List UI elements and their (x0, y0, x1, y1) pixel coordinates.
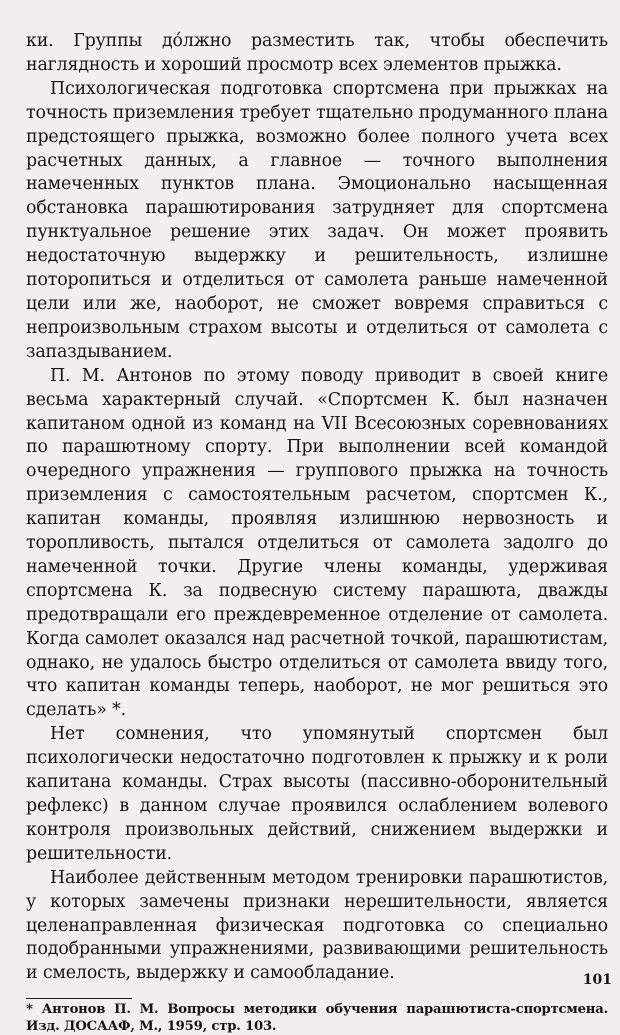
footnote: * Антонов П. М. Вопросы методики обучения парашютиста-спортсмена. Изд. ДОСААФ, М., 1959, стр. 103. (26, 1002, 608, 1034)
paragraph-continuation: ки. Группы дóлжно разместить так, чтобы обеспечить наглядность и хороший просмотр всех элементов прыжка. (26, 31, 608, 75)
paragraph-training-method: Наиболее действенным методом тренировки парашютистов, у которых замечены признаки нерешительности, является целенаправленная физическая подготовка со специально подобранными упражнениями, развивающими решительность и смелость, выдержку и самообладание. (26, 867, 608, 984)
paragraph-antonov-case: П. М. Антонов по этому поводу приводит в своей книге весьма характерный случай. «Спортсмен К. был назначен капитаном одной из команд на VII Всесоюзных соревнованиях по парашютному спорту. При выполнении всей командой очередного упражнения — группового прыжка на точность приземления с самостоятельным расчетом, спортсмен К., капитан команды, проявляя излишнюю нервозность и торопливость, пытался отделиться от самолета задолго до намеченной точки. Другие члены команды, удерживая спортсмена К. за подвесную систему парашюта, дважды предотвращали его преждевременное отделение от самолета. Когда самолет оказался над расчетной точкой, парашютистам, однако, не удалось быстро отделиться от самолета ввиду того, что капитан команды теперь, наоборот, не мог решиться это сделать» *. (26, 365, 608, 721)
footnote-divider (26, 998, 132, 999)
page-number: 101 (582, 972, 612, 988)
paragraph-psychological-preparation: Психологическая подготовка спортсмена при прыжках на точность приземления требует тщательно продуманного плана предстоящего прыжка, возможно более полного учета всех расчетных данных, а главное — точного выполнения намеченных пунктов плана. Эмоционально насыщенная обстановка парашютирования затрудняет для спортсмена пунктуальное решение этих задач. Он может проявить недостаточную выдержку и решительность, излишне поторопиться и отделиться от самолета раньше намеченной цели или же, наоборот, не сможет вовремя справиться с непроизвольным страхом высоты и отделиться от самолета с запаздыванием. (26, 78, 608, 362)
book-page (26, 30, 608, 1034)
body-text (26, 30, 608, 986)
paragraph-fear-of-height: Нет сомнения, что упомянутый спортсмен был психологически недостаточно подготовлен к прыжку и к роли капитана команды. Страх высоты (пассивно-оборонительный рефлекс) в данном случае проявился ослаблением волевого контроля произвольных действий, снижением выдержки и решительности. (26, 724, 608, 864)
